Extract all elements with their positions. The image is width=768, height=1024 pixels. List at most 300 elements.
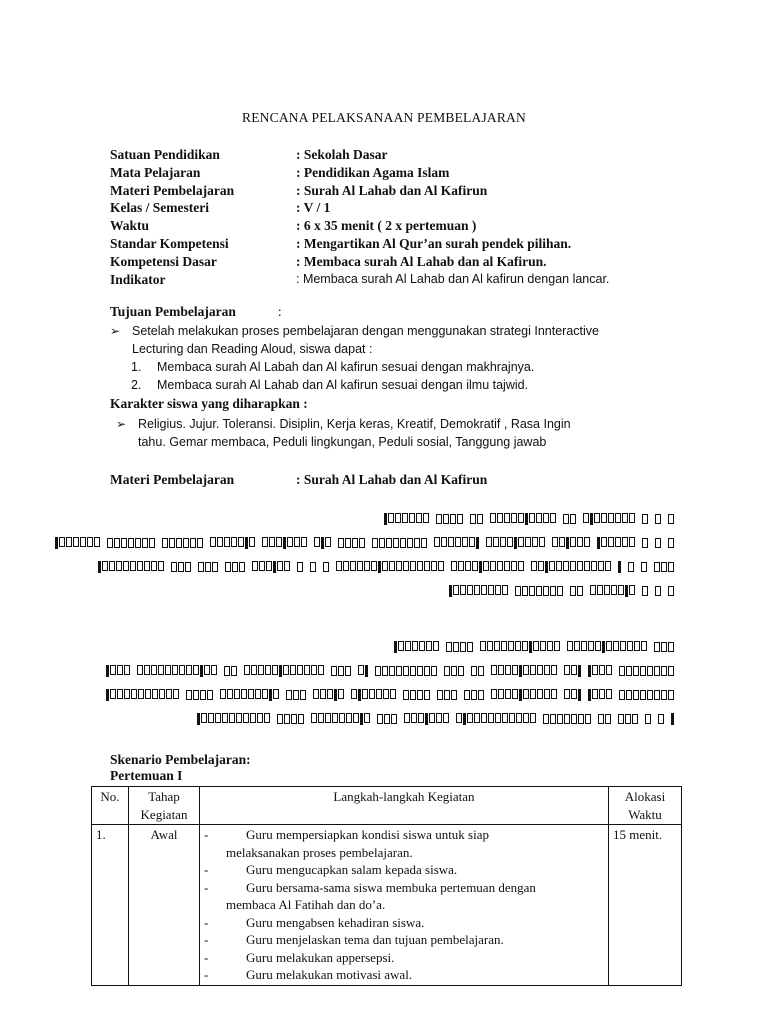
- missing-glyph-icon: [313, 689, 319, 699]
- missing-glyph-icon: [186, 665, 192, 675]
- missing-glyph-icon: [353, 713, 359, 723]
- missing-glyph-icon: [251, 665, 257, 675]
- missing-glyph-icon: [518, 537, 524, 547]
- missing-glyph-icon: [655, 514, 661, 524]
- missing-glyph-icon: [658, 714, 664, 724]
- missing-glyph-icon: [640, 666, 646, 676]
- missing-glyph-icon: [410, 690, 416, 700]
- missing-glyph-icon: [384, 513, 387, 525]
- missing-glyph-icon: [618, 585, 624, 595]
- missing-glyph-icon: [123, 561, 129, 571]
- missing-glyph-icon: [276, 537, 282, 547]
- missing-glyph-icon: [618, 561, 621, 573]
- missing-glyph-icon: [225, 562, 231, 572]
- missing-glyph-icon: [446, 642, 452, 652]
- missing-glyph-icon: [436, 514, 442, 524]
- missing-glyph-icon: [564, 665, 570, 675]
- header-alokasi-line: Waktu: [628, 806, 662, 822]
- arabic-word: [446, 642, 474, 652]
- missing-glyph-icon: [497, 513, 503, 523]
- missing-glyph-icon: [543, 513, 549, 523]
- missing-glyph-icon: [311, 713, 317, 723]
- missing-glyph-icon: [389, 666, 395, 676]
- arabic-word: [486, 537, 546, 549]
- missing-glyph-icon: [417, 561, 423, 571]
- missing-glyph-icon: [601, 537, 607, 547]
- cell-tahap: Awal: [129, 825, 200, 986]
- info-label: Standar Kompetensi: [110, 235, 229, 251]
- missing-glyph-icon: [497, 561, 503, 571]
- missing-glyph-icon: [584, 537, 590, 547]
- missing-glyph-icon: [128, 538, 134, 548]
- missing-glyph-icon: [550, 586, 556, 596]
- arabic-word: [583, 513, 636, 525]
- arabic-word: [654, 642, 675, 652]
- missing-glyph-icon: [566, 537, 569, 549]
- missing-glyph-icon: [626, 666, 632, 676]
- missing-glyph-icon: [570, 561, 576, 571]
- skenario-heading: Skenario Pembelajaran:: [110, 752, 251, 767]
- missing-glyph-icon: [358, 665, 364, 675]
- arabic-word: [642, 586, 649, 596]
- missing-glyph-icon: [249, 537, 255, 547]
- missing-glyph-icon: [351, 689, 357, 699]
- activity-dash: -: [204, 914, 209, 930]
- missing-glyph-icon: [595, 641, 601, 651]
- arabic-word: [552, 537, 591, 549]
- missing-glyph-icon: [137, 665, 143, 675]
- arabic-word: [642, 514, 649, 524]
- missing-glyph-icon: [629, 585, 635, 595]
- arabic-word: [55, 537, 101, 549]
- missing-glyph-icon: [179, 665, 185, 675]
- missing-glyph-icon: [171, 562, 177, 572]
- missing-glyph-icon: [642, 538, 648, 548]
- missing-glyph-icon: [437, 690, 443, 700]
- missing-glyph-icon: [145, 689, 151, 699]
- arabic-word: [336, 561, 445, 573]
- missing-glyph-icon: [185, 562, 191, 572]
- arabic-line: [381, 512, 678, 526]
- missing-glyph-icon: [222, 713, 228, 723]
- missing-glyph-icon: [117, 689, 123, 699]
- missing-glyph-icon: [106, 665, 109, 677]
- missing-glyph-icon: [443, 713, 449, 723]
- missing-glyph-icon: [530, 713, 536, 723]
- missing-glyph-icon: [597, 585, 603, 595]
- missing-glyph-icon: [407, 538, 413, 548]
- missing-glyph-icon: [318, 713, 324, 723]
- arabic-word: [377, 714, 398, 724]
- missing-glyph-icon: [591, 561, 597, 571]
- missing-glyph-icon: [193, 665, 199, 675]
- missing-glyph-icon: [613, 641, 619, 651]
- missing-glyph-icon: [283, 665, 289, 675]
- missing-glyph-icon: [98, 561, 101, 573]
- info-value: : Membaca surah Al Lahab dan al Kafirun.: [296, 253, 547, 269]
- missing-glyph-icon: [294, 537, 300, 547]
- missing-glyph-icon: [393, 538, 399, 548]
- missing-glyph-icon: [137, 561, 143, 571]
- arabic-word: [358, 665, 369, 677]
- missing-glyph-icon: [444, 666, 450, 676]
- missing-glyph-icon: [121, 538, 127, 548]
- info-value: : V / 1: [296, 200, 331, 216]
- missing-glyph-icon: [431, 666, 437, 676]
- missing-glyph-icon: [358, 689, 361, 701]
- activity-item: [204, 879, 604, 897]
- arabic-word: [107, 538, 156, 548]
- karakter-line-2: tahu. Gemar membaca, Peduli lingkungan, Peduli sosial, Tanggung jawab: [138, 434, 547, 449]
- missing-glyph-icon: [536, 513, 542, 523]
- materi-value: : Surah Al Lahab dan Al Kafirun: [296, 472, 488, 487]
- missing-glyph-icon: [618, 714, 624, 724]
- arabic-word: [655, 514, 662, 524]
- missing-glyph-icon: [588, 665, 591, 677]
- missing-glyph-icon: [109, 561, 115, 571]
- missing-glyph-icon: [544, 689, 550, 699]
- missing-glyph-icon: [554, 641, 560, 651]
- missing-glyph-icon: [365, 665, 368, 677]
- missing-glyph-icon: [124, 665, 130, 675]
- missing-glyph-icon: [172, 665, 178, 675]
- missing-glyph-icon: [241, 689, 247, 699]
- missing-glyph-icon: [338, 538, 344, 548]
- missing-glyph-icon: [615, 537, 621, 547]
- missing-glyph-icon: [250, 713, 256, 723]
- missing-glyph-icon: [467, 642, 473, 652]
- missing-glyph-icon: [577, 586, 583, 596]
- missing-glyph-icon: [211, 665, 217, 675]
- activity-text-line: Guru menjelaskan tema dan tujuan pembelajaran.: [246, 932, 504, 947]
- activity-item: [204, 931, 604, 949]
- missing-glyph-icon: [518, 561, 524, 571]
- missing-glyph-icon: [505, 665, 511, 675]
- arabic-word: [490, 513, 557, 525]
- missing-glyph-icon: [563, 514, 569, 524]
- missing-glyph-icon: [390, 689, 396, 699]
- missing-glyph-icon: [262, 689, 268, 699]
- arabic-word: [655, 538, 662, 548]
- missing-glyph-icon: [629, 513, 635, 523]
- missing-glyph-icon: [362, 689, 368, 699]
- missing-glyph-icon: [645, 714, 651, 724]
- missing-glyph-icon: [215, 713, 221, 723]
- arabic-word: [456, 713, 537, 725]
- missing-glyph-icon: [464, 690, 470, 700]
- missing-glyph-icon: [414, 538, 420, 548]
- missing-glyph-icon: [107, 538, 113, 548]
- arabic-word: [197, 713, 271, 725]
- missing-glyph-icon: [377, 714, 383, 724]
- missing-glyph-icon: [106, 689, 109, 701]
- missing-glyph-icon: [245, 537, 248, 549]
- missing-glyph-icon: [514, 537, 517, 549]
- arabic-line: [95, 560, 678, 574]
- missing-glyph-icon: [110, 665, 116, 675]
- missing-glyph-icon: [345, 666, 351, 676]
- missing-glyph-icon: [668, 666, 674, 676]
- missing-glyph-icon: [297, 665, 303, 675]
- arabic-word: [244, 665, 325, 677]
- arabic-word: [564, 689, 582, 701]
- missing-glyph-icon: [599, 689, 605, 699]
- missing-glyph-icon: [224, 666, 230, 676]
- missing-glyph-icon: [606, 641, 612, 651]
- missing-glyph-icon: [668, 514, 674, 524]
- activity-text-line: Guru bersama-sama siswa membuka pertemuan dengan: [246, 879, 536, 895]
- missing-glyph-icon: [451, 666, 457, 676]
- arabic-word: [618, 561, 622, 573]
- arrow-bullet-icon: ➢: [110, 324, 121, 338]
- activity-dash: -: [204, 879, 209, 895]
- missing-glyph-icon: [402, 513, 408, 523]
- missing-glyph-icon: [487, 641, 493, 651]
- missing-glyph-icon: [504, 561, 510, 571]
- missing-glyph-icon: [451, 690, 457, 700]
- arabic-line: [103, 688, 678, 702]
- missing-glyph-icon: [661, 690, 667, 700]
- missing-glyph-icon: [200, 690, 206, 700]
- missing-glyph-icon: [619, 690, 625, 700]
- missing-glyph-icon: [511, 561, 517, 571]
- missing-glyph-icon: [441, 537, 447, 547]
- missing-glyph-icon: [55, 537, 58, 549]
- arabic-word: [314, 537, 332, 549]
- missing-glyph-icon: [471, 666, 477, 676]
- activity-text-cont: membaca Al Fatihah dan do’a.: [226, 897, 386, 912]
- missing-glyph-icon: [243, 713, 249, 723]
- missing-glyph-icon: [325, 713, 331, 723]
- info-label: Indikator: [110, 271, 166, 287]
- missing-glyph-icon: [87, 537, 93, 547]
- header-no: No.: [92, 787, 129, 825]
- missing-glyph-icon: [498, 665, 504, 675]
- missing-glyph-icon: [476, 537, 479, 549]
- missing-glyph-icon: [597, 537, 600, 549]
- info-label: Kelas / Semesteri: [110, 200, 209, 216]
- activity-item: [204, 826, 604, 844]
- karakter-heading: Karakter siswa yang diharapkan :: [110, 396, 308, 411]
- missing-glyph-icon: [116, 561, 122, 571]
- missing-glyph-icon: [178, 562, 184, 572]
- missing-glyph-icon: [460, 642, 466, 652]
- missing-glyph-icon: [269, 537, 275, 547]
- missing-glyph-icon: [509, 713, 515, 723]
- missing-glyph-icon: [386, 538, 392, 548]
- arabic-word: [162, 538, 204, 548]
- missing-glyph-icon: [655, 538, 661, 548]
- missing-glyph-icon: [360, 713, 363, 725]
- activity-text-line: Guru mempersiapkan kondisi siswa untuk siap: [246, 827, 489, 842]
- activity-text: [226, 879, 604, 897]
- missing-glyph-icon: [467, 713, 473, 723]
- missing-glyph-icon: [605, 561, 611, 571]
- arabic-word: [590, 585, 636, 597]
- missing-glyph-icon: [622, 513, 628, 523]
- arabic-word: [297, 562, 304, 572]
- info-row: [110, 235, 710, 253]
- missing-glyph-icon: [443, 514, 449, 524]
- missing-glyph-icon: [578, 689, 581, 701]
- missing-glyph-icon: [210, 537, 216, 547]
- missing-glyph-icon: [622, 537, 628, 547]
- missing-glyph-icon: [258, 665, 264, 675]
- missing-glyph-icon: [434, 537, 440, 547]
- missing-glyph-icon: [453, 642, 459, 652]
- header-tahap-line: Kegiatan: [140, 806, 188, 822]
- arabic-word: [618, 714, 639, 724]
- missing-glyph-icon: [634, 641, 640, 651]
- missing-glyph-icon: [540, 641, 546, 651]
- info-label: Satuan Pendidikan: [110, 147, 220, 162]
- missing-glyph-icon: [151, 665, 157, 675]
- activity-text: [226, 914, 604, 932]
- missing-glyph-icon: [545, 561, 548, 573]
- missing-glyph-icon: [102, 561, 108, 571]
- missing-glyph-icon: [481, 585, 487, 595]
- header-tahap: [129, 787, 200, 825]
- activity-item: [204, 861, 604, 879]
- missing-glyph-icon: [584, 561, 590, 571]
- missing-glyph-icon: [183, 538, 189, 548]
- missing-glyph-icon: [357, 561, 363, 571]
- missing-glyph-icon: [391, 714, 397, 724]
- missing-glyph-icon: [318, 665, 324, 675]
- arabic-word: [106, 665, 131, 677]
- missing-glyph-icon: [320, 689, 326, 699]
- missing-glyph-icon: [505, 689, 511, 699]
- missing-glyph-icon: [404, 713, 410, 723]
- missing-glyph-icon: [654, 666, 660, 676]
- missing-glyph-icon: [321, 537, 324, 549]
- activity-text: [226, 949, 604, 967]
- missing-glyph-icon: [511, 513, 517, 523]
- missing-glyph-icon: [283, 537, 286, 549]
- missing-glyph-icon: [375, 666, 381, 676]
- missing-glyph-icon: [217, 537, 223, 547]
- missing-glyph-icon: [409, 513, 415, 523]
- missing-glyph-icon: [477, 514, 483, 524]
- materi-row: [110, 472, 487, 488]
- missing-glyph-icon: [463, 713, 466, 725]
- missing-glyph-icon: [577, 537, 583, 547]
- missing-glyph-icon: [453, 585, 459, 595]
- missing-glyph-icon: [396, 561, 402, 571]
- missing-glyph-icon: [325, 537, 331, 547]
- activity-text-line: Guru melakukan appersepsi.: [246, 949, 395, 965]
- arabic-word: [210, 537, 256, 549]
- missing-glyph-icon: [668, 586, 674, 596]
- arabic-word: [470, 514, 484, 524]
- missing-glyph-icon: [552, 537, 558, 547]
- missing-glyph-icon: [611, 585, 617, 595]
- arabic-word: [436, 514, 464, 524]
- missing-glyph-icon: [200, 665, 203, 677]
- missing-glyph-icon: [478, 690, 484, 700]
- arabic-word: [628, 562, 635, 572]
- missing-glyph-icon: [239, 562, 245, 572]
- missing-glyph-icon: [537, 689, 543, 699]
- missing-glyph-icon: [352, 538, 358, 548]
- arabic-word: [372, 538, 428, 548]
- arabic-word: [225, 562, 246, 572]
- missing-glyph-icon: [525, 513, 528, 525]
- missing-glyph-icon: [606, 689, 612, 699]
- missing-glyph-icon: [529, 513, 535, 523]
- missing-glyph-icon: [547, 641, 553, 651]
- missing-glyph-icon: [544, 665, 550, 675]
- missing-glyph-icon: [198, 562, 204, 572]
- missing-glyph-icon: [144, 665, 150, 675]
- tujuan-item: [131, 360, 534, 374]
- missing-glyph-icon: [149, 538, 155, 548]
- missing-glyph-icon: [493, 537, 499, 547]
- arabic-word: [106, 689, 180, 701]
- arabic-word: [434, 537, 480, 549]
- karakter-line: [110, 416, 670, 434]
- arrow-bullet-icon: ➢: [116, 417, 127, 431]
- missing-glyph-icon: [592, 665, 598, 675]
- missing-glyph-icon: [620, 641, 626, 651]
- missing-glyph-icon: [169, 538, 175, 548]
- arabic-line: [103, 664, 678, 678]
- missing-glyph-icon: [379, 538, 385, 548]
- missing-glyph-icon: [331, 666, 337, 676]
- info-value: : Membaca surah Al Lahab dan Al kafirun dengan lancar.: [296, 271, 610, 286]
- missing-glyph-icon: [661, 666, 667, 676]
- missing-glyph-icon: [173, 689, 179, 699]
- missing-glyph-icon: [410, 666, 416, 676]
- missing-glyph-icon: [598, 561, 604, 571]
- missing-glyph-icon: [417, 690, 423, 700]
- document-title: RENCANA PELAKSANAAN PEMBELAJARAN: [242, 110, 526, 125]
- missing-glyph-icon: [488, 585, 494, 595]
- missing-glyph-icon: [293, 690, 299, 700]
- missing-glyph-icon: [458, 561, 464, 571]
- info-row: [110, 146, 710, 164]
- missing-glyph-icon: [421, 538, 427, 548]
- missing-glyph-icon: [654, 642, 660, 652]
- arabic-word: [588, 665, 613, 677]
- missing-glyph-icon: [384, 714, 390, 724]
- missing-glyph-icon: [530, 689, 536, 699]
- missing-glyph-icon: [418, 713, 424, 723]
- missing-glyph-icon: [671, 713, 674, 725]
- missing-glyph-icon: [339, 713, 345, 723]
- arabic-word: [262, 537, 308, 549]
- activity-item: [204, 914, 604, 932]
- missing-glyph-icon: [549, 561, 555, 571]
- missing-glyph-icon: [252, 561, 258, 571]
- missing-glyph-icon: [396, 666, 402, 676]
- info-value: : Sekolah Dasar: [296, 147, 388, 162]
- missing-glyph-icon: [159, 689, 165, 699]
- missing-glyph-icon: [523, 665, 529, 675]
- missing-glyph-icon: [529, 586, 535, 596]
- activity-dash: -: [204, 932, 209, 947]
- missing-glyph-icon: [205, 562, 211, 572]
- info-row: [110, 217, 710, 235]
- missing-glyph-icon: [465, 561, 471, 571]
- info-row: [110, 164, 710, 182]
- missing-glyph-icon: [578, 714, 584, 724]
- arabic-word: [642, 538, 649, 548]
- missing-glyph-icon: [383, 689, 389, 699]
- info-value: : Mengartikan Al Qur’an surah pendek pilihan.: [296, 235, 572, 251]
- missing-glyph-icon: [304, 665, 310, 675]
- info-block: [110, 146, 710, 288]
